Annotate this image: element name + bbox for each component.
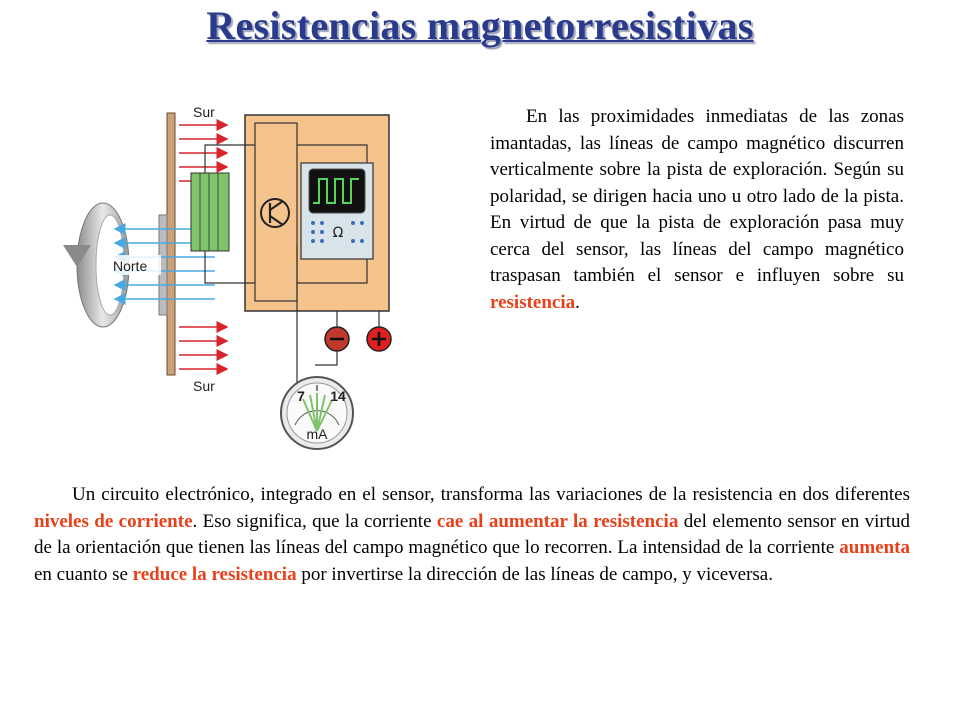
positive-terminal-icon <box>367 327 391 351</box>
meter-label-high: 14 <box>330 388 346 404</box>
label-norte: Norte <box>113 258 148 274</box>
meter-unit: mA <box>306 426 328 442</box>
highlight-resistencia: resistencia <box>490 291 576 313</box>
magnetoresistive-element <box>191 173 229 251</box>
highlight-niveles: niveles de corriente <box>34 510 193 532</box>
para2-text-2: . Eso significa, que la corriente <box>192 510 437 532</box>
description-paragraph-1 <box>490 104 904 316</box>
magnetic-track <box>167 113 175 375</box>
highlight-reduce: reduce la resistencia <box>132 563 297 585</box>
highlight-cae: cae al aumentar la resistencia <box>436 510 679 532</box>
meter-label-low: 7 <box>297 388 305 404</box>
para1-text: En las proximidades inmediatas de las zonas imantadas, las líneas de campo magnético discurren verticalmente sobre la pista de exploración. Según su polaridad, se dirigen hacia uno u otro lado de la pista. En virtud de que la pista de exploración pasa muy cerca del sensor, las líneas del campo magnético traspasan también el sensor e influyen sobre su <box>490 106 904 286</box>
para1-end: . <box>575 291 580 313</box>
page-title: Resistencias magnetorresistivas <box>206 3 754 48</box>
negative-terminal-icon <box>325 327 349 351</box>
label-sur-top: Sur <box>193 104 215 120</box>
para2-text-1: Un circuito electrónico, integrado en el sensor, transforma las variaciones de la resistencia en dos diferentes <box>72 484 910 505</box>
label-sur-bottom: Sur <box>193 378 215 394</box>
description-paragraph-2 <box>34 482 910 588</box>
oscilloscope-display <box>301 163 373 259</box>
south-field-arrows-bottom <box>179 327 227 369</box>
ammeter-gauge <box>281 377 353 449</box>
sensor-diagram <box>55 95 405 455</box>
ohm-icon: Ω <box>332 225 344 241</box>
highlight-aumenta: aumenta <box>839 537 910 558</box>
para2-text-3: del elemento sensor en virtud de la orientación que tienen las líneas del campo magnético que lo recorren. La intensidad de la corriente <box>34 510 910 558</box>
para2-text-5: por invertirse la dirección de las líneas de campo, y viceversa. <box>296 563 773 585</box>
para2-text-4: en cuanto se <box>34 563 133 585</box>
